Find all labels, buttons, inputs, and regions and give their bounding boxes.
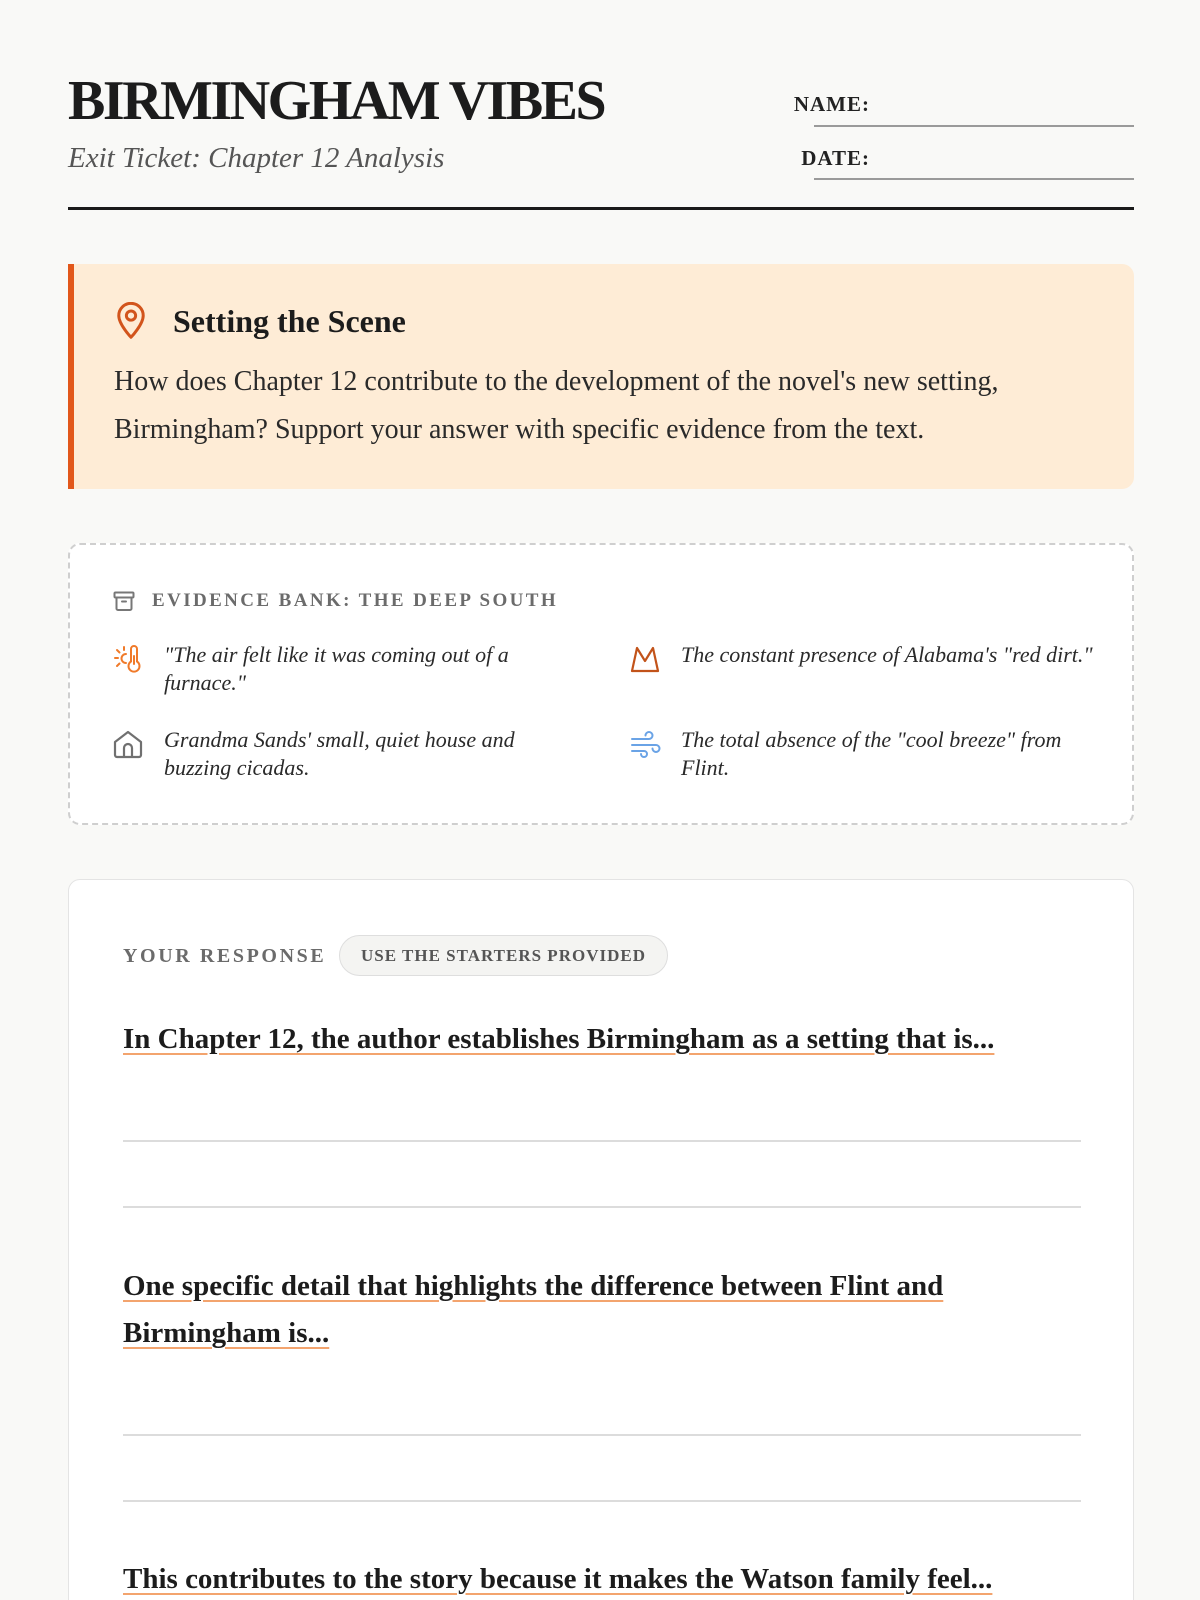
evidence-text: The total absence of the "cool breeze" from Flint.	[681, 727, 1062, 780]
home-icon	[112, 728, 144, 760]
writing-line[interactable]	[123, 1140, 1081, 1142]
writing-line[interactable]	[123, 1434, 1081, 1436]
date-field-line[interactable]	[814, 178, 1134, 180]
evidence-text: The constant presence of Alabama's "red dirt."	[681, 642, 1093, 667]
mountain-icon	[629, 643, 661, 675]
response-card	[68, 879, 1134, 1600]
setting-the-scene-callout	[68, 264, 1134, 489]
sentence-starter: This contributes to the story because it makes the Watson family feel...	[123, 1563, 993, 1595]
worksheet-subtitle: Exit Ticket: Chapter 12 Analysis	[68, 142, 445, 174]
scene-prompt: How does Chapter 12 contribute to the development of the novel's new setting, Birmingham? Support your answer with specific evidence from the text.	[114, 366, 999, 445]
worksheet-header	[68, 66, 1134, 210]
response-label: YOUR RESPONSE	[123, 945, 327, 967]
date-label: DATE:	[801, 146, 870, 170]
scene-title: Setting the Scene	[173, 303, 406, 339]
worksheet-title: BIRMINGHAM VIBES	[68, 70, 605, 132]
heat-thermometer-icon	[112, 643, 144, 675]
wind-icon	[629, 728, 661, 760]
name-field-line[interactable]	[814, 125, 1134, 127]
starters-badge: USE THE STARTERS PROVIDED	[339, 935, 668, 976]
writing-line[interactable]	[123, 1206, 1081, 1208]
name-label: NAME:	[793, 92, 870, 116]
evidence-text: "The air felt like it was coming out of a furnace."	[164, 642, 509, 695]
evidence-bank	[68, 543, 1134, 825]
sentence-starter: In Chapter 12, the author establishes Birmingham as a setting that is...	[123, 1023, 995, 1055]
map-pin-icon	[114, 302, 148, 340]
evidence-text: Grandma Sands' small, quiet house and buzzing cicadas.	[164, 727, 515, 780]
archive-box-icon	[112, 589, 136, 613]
sentence-starter: One specific detail that highlights the difference between Flint and Birmingham is...	[123, 1270, 944, 1349]
writing-line[interactable]	[123, 1500, 1081, 1502]
evidence-bank-heading: EVIDENCE BANK: THE DEEP SOUTH	[152, 590, 559, 611]
